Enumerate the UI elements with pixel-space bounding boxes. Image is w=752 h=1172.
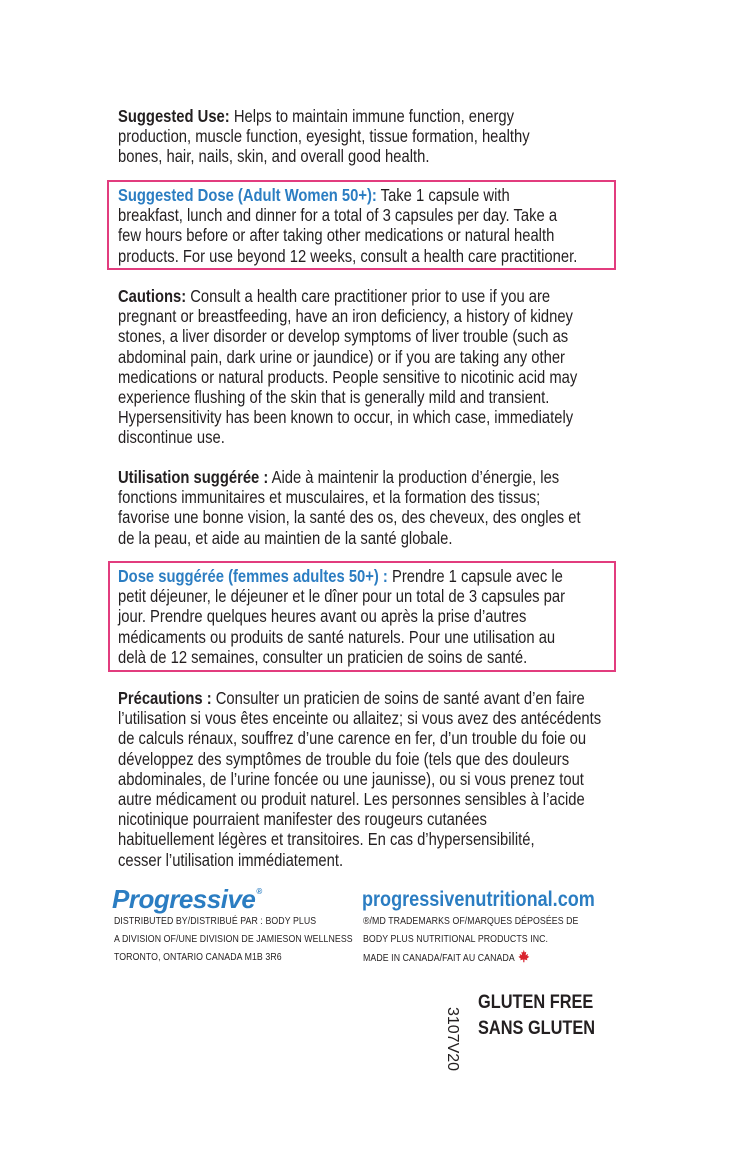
precautions-text: habituellement légères et transitoires. En cas d’hypersensibilité,	[118, 829, 535, 850]
gluten-free-label	[478, 992, 612, 1014]
trademark-line: ®/MD TRADEMARKS OF/MARQUES DÉPOSÉES DE	[363, 916, 579, 927]
suggested-dose-heading: Suggested Dose (Adult Women 50+):	[118, 185, 377, 205]
maple-leaf-icon	[517, 949, 529, 963]
dose-fr-text: Prendre 1 capsule avec le	[387, 566, 563, 586]
suggested-use-text: bones, hair, nails, skin, and overall good health.	[118, 146, 430, 167]
cautions-heading: Cautions:	[118, 286, 187, 306]
utilisation-text: de la peau, et aide au maintien de la santé globale.	[118, 527, 453, 548]
distributor-line: A DIVISION OF/UNE DIVISION DE JAMIESON WELLNESS	[114, 934, 353, 945]
cautions-text: Hypersensitivity has been known to occur, in which case, immediately	[118, 407, 574, 428]
gluten-free-text: GLUTEN FREE	[478, 992, 594, 1013]
dose-fr-section	[118, 566, 638, 667]
trademark-line: MADE IN CANADA/FAIT AU CANADA	[363, 953, 515, 964]
utilisation-heading: Utilisation suggérée :	[118, 467, 269, 487]
product-code: 3107V20	[444, 1006, 462, 1072]
utilisation-text: Aide à maintenir la production d’énergie, les	[268, 467, 560, 487]
cautions-text: Consult a health care practitioner prior to use if you are	[186, 286, 551, 306]
precautions-section	[118, 688, 680, 870]
cautions-text: pregnant or breastfeeding, have an iron deficiency, a history of kidney	[118, 306, 573, 327]
cautions-section	[118, 286, 652, 448]
sans-gluten-text: SANS GLUTEN	[478, 1018, 596, 1039]
precautions-text: autre médicament ou produit naturel. Les personnes sensibles à l’acide	[118, 789, 585, 810]
cautions-text: experience flushing of the skin that is generally mild and transient.	[118, 387, 550, 408]
precautions-text: cesser l’utilisation immédiatement.	[118, 849, 344, 870]
distributor-line: DISTRIBUTED BY/DISTRIBUÉ PAR : BODY PLUS	[114, 916, 317, 927]
precautions-text: abdominales, de l’urine foncée ou une jaunisse), ou si vous prenez tout	[118, 768, 584, 789]
precautions-text: développez des symptômes de trouble du foie (tels que des douleurs	[118, 748, 570, 769]
trademark-line: BODY PLUS NUTRITIONAL PRODUCTS INC.	[363, 934, 549, 945]
precautions-text: de calculs rénaux, souffrez d’une carence en fer, d’un trouble du foie ou	[118, 728, 587, 749]
cautions-text: medications or natural products. People sensitive to nicotinic acid may	[118, 366, 578, 387]
website-url-text[interactable]: progressivenutritional.com	[362, 888, 595, 911]
precautions-text: nicotinique pourraient manifester des rougeurs cutanées	[118, 809, 487, 830]
suggested-dose-text: Take 1 capsule with	[376, 185, 510, 205]
distributor-line: TORONTO, ONTARIO CANADA M1B 3R6	[114, 952, 282, 963]
suggested-use-heading: Suggested Use:	[118, 106, 230, 126]
sans-gluten-label	[478, 1018, 614, 1040]
logo-text: Progressive	[112, 884, 256, 914]
precautions-text: l’utilisation si vous êtes enceinte ou allaitez; si vous avez des antécédents	[118, 708, 602, 729]
registered-mark: ®	[256, 887, 262, 896]
suggested-dose-text: products. For use beyond 12 weeks, consult a health care practitioner.	[118, 245, 578, 266]
suggested-use-text: Helps to maintain immune function, energy	[229, 106, 514, 126]
cautions-text: stones, a liver disorder or develop symptoms of liver trouble (such as	[118, 326, 569, 347]
website-url[interactable]	[362, 888, 633, 912]
dose-fr-text: petit déjeuner, le déjeuner et le dîner pour un total de 3 capsules par	[118, 586, 566, 607]
cautions-text: abdominal pain, dark urine or jaundice) or if you are taking any other	[118, 346, 565, 367]
precautions-heading: Précautions :	[118, 688, 212, 708]
utilisation-text: fonctions immunitaires et musculaires, et la formation des tissus;	[118, 487, 541, 508]
dose-fr-text: delà de 12 semaines, consulter un praticien de soins de santé.	[118, 646, 528, 667]
dose-fr-text: jour. Prendre quelques heures avant ou après la prise d’autres	[118, 606, 527, 627]
suggested-dose-section	[118, 185, 652, 266]
trademark-block	[363, 913, 614, 968]
suggested-dose-text: breakfast, lunch and dinner for a total of 3 capsules per day. Take a	[118, 205, 558, 226]
suggested-dose-text: few hours before or after taking other medications or natural health	[118, 225, 555, 246]
utilisation-text: favorise une bonne vision, la santé des os, des cheveux, des ongles et	[118, 507, 581, 528]
cautions-text: discontinue use.	[118, 427, 225, 448]
progressive-logo	[112, 884, 262, 915]
dose-fr-heading: Dose suggérée (femmes adultes 50+) :	[118, 566, 388, 586]
suggested-use-text: production, muscle function, eyesight, tissue formation, healthy	[118, 126, 530, 147]
dose-fr-text: médicaments ou produits de santé naturels. Pour une utilisation au	[118, 626, 556, 647]
suggested-use-section	[118, 106, 597, 167]
distributor-block	[114, 913, 392, 967]
utilisation-section	[118, 467, 656, 548]
precautions-text: Consulter un praticien de soins de santé avant d’en faire	[211, 688, 585, 708]
